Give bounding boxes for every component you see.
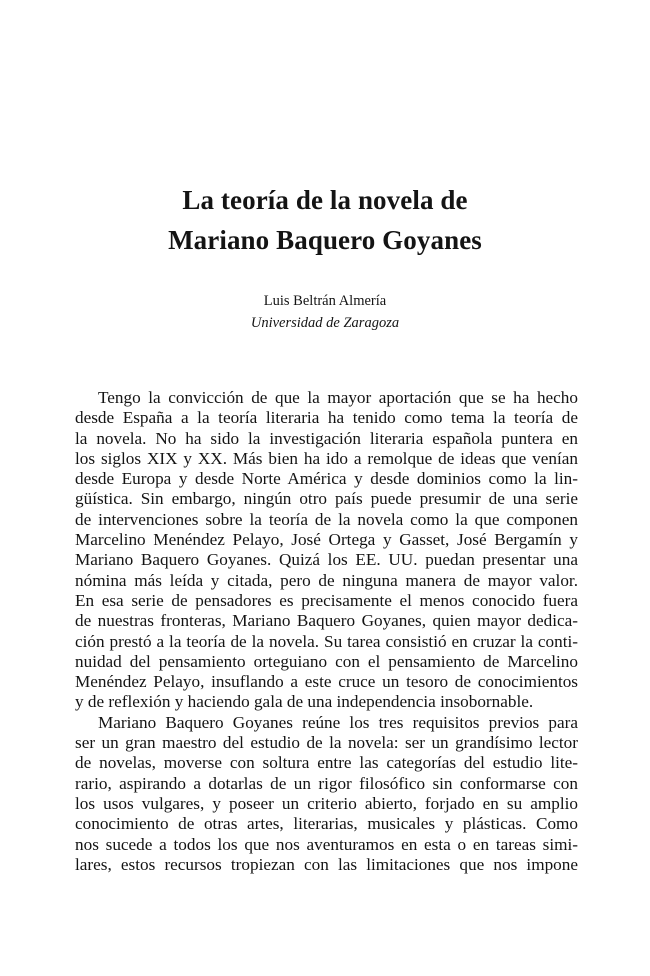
body-line: de intervenciones sobre la teoría de la novela como la que componen — [75, 509, 578, 529]
body-line: Menéndez Pelayo, insuflando a este cruce un tesoro de conocimientos — [75, 672, 578, 692]
body-line: la novela. No ha sido la investigación literaria española puntera en — [75, 428, 578, 448]
body-line: Mariano Baquero Goyanes. Quizá los EE. UU. puedan presentar una — [75, 550, 578, 570]
article-title-line-2: Mariano Baquero Goyanes — [168, 225, 482, 255]
author-affiliation: Universidad de Zaragoza — [250, 315, 400, 331]
body-line: nos sucede a todos los que nos aventuramos en esta o en tareas simi- — [75, 834, 578, 854]
body-line: ción prestó a la teoría de la novela. Su tarea consistió en cruzar la conti- — [75, 631, 578, 651]
author-name: Luis Beltrán Almería — [263, 293, 387, 309]
body-line: nómina más leída y citada, pero de ninguna manera de mayor valor. — [75, 570, 578, 590]
body-line: Marcelino Menéndez Pelayo, José Ortega y Gasset, José Bergamín y — [75, 530, 578, 550]
body-line: desde Europa y desde Norte América y desde dominios como la lin- — [75, 469, 578, 489]
body-line: y de reflexión y haciendo gala de una independencia insobornable. — [75, 692, 534, 712]
body-line: los usos vulgares, y poseer un criterio abierto, forjado en su amplio — [75, 793, 578, 813]
body-text — [75, 388, 578, 875]
body-line: Tengo la convicción de que la mayor aportación que se ha hecho — [98, 388, 578, 407]
body-line: rario, aspirando a dotarlas de un rigor filosófico sin conformarse con — [75, 773, 578, 793]
article-title-line-1: La teoría de la novela de — [182, 185, 468, 215]
body-line: Mariano Baquero Goyanes reúne los tres requisitos previos para — [98, 712, 578, 732]
body-line: ser un gran maestro del estudio de la novela: ser un grandísimo lector — [75, 733, 578, 753]
body-line: En esa serie de pensadores es precisamente el menos conocido fuera — [75, 590, 578, 610]
body-line: de novelas, moverse con soltura entre las categorías del estudio lite- — [75, 753, 578, 773]
body-line: güística. Sin embargo, ningún otro país puede presumir de una serie — [75, 489, 578, 509]
body-line: lares, estos recursos tropiezan con las limitaciones que nos impone — [75, 854, 578, 874]
body-line: conocimiento de otras artes, literarias, musicales y plásticas. Como — [75, 814, 578, 834]
body-line: de nuestras fronteras, Mariano Baquero Goyanes, quien mayor dedica- — [75, 611, 578, 631]
body-line: los siglos XIX y XX. Más bien ha ido a remolque de ideas que venían — [75, 448, 578, 468]
body-line: nuidad del pensamiento orteguiano con el pensamiento de Marcelino — [75, 651, 578, 671]
body-line: desde España a la teoría literaria ha tenido como tema la teoría de — [75, 408, 578, 428]
